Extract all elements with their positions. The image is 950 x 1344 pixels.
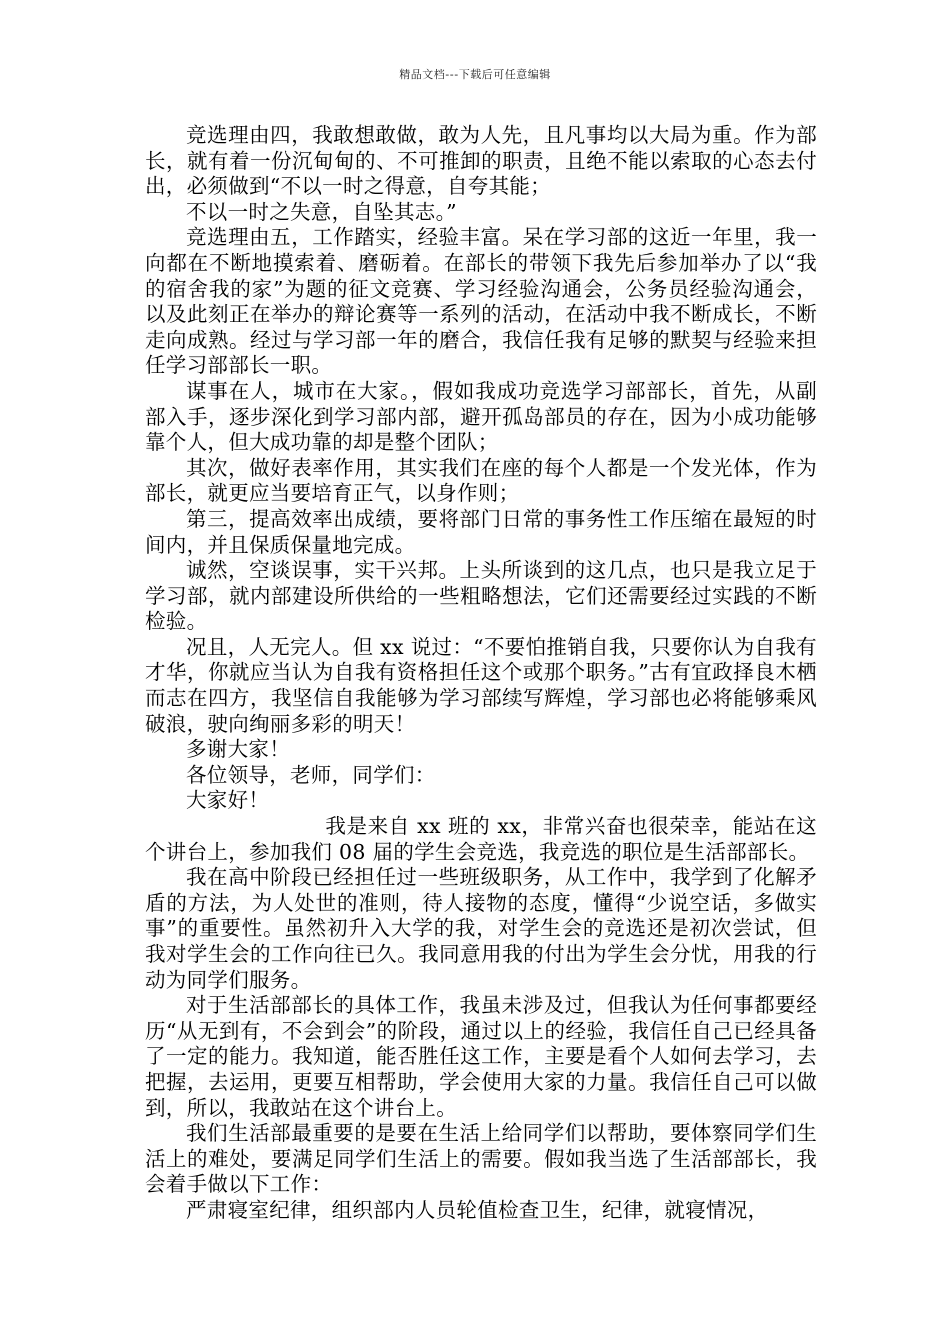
document-body: [145, 123, 817, 1224]
page-header: 精品文档---下载后可任意编辑: [399, 68, 551, 81]
paragraph: 况且，人无完人。但 xx 说过：“不要怕推销自我，只要你认为自我有才华，你就应当认为自我有资格担任这个或那个职务。”古有宜政择良木栖而志在四方，我坚信自我能够为学习部续写辉煌，学习部也必将能够乘风破浪，驶向绚丽多彩的明天！: [145, 634, 817, 736]
paragraph: 不以一时之失意，自坠其志。”: [186, 199, 457, 224]
paragraph: 各位领导，老师，同学们：: [186, 762, 436, 787]
paragraph: 竞选理由五，工作踏实，经验丰富。呆在学习部的这近一年里，我一向都在不断地摸索着、磨砺着。在部长的带领下我先后参加举办了以“我的宿舍我的家”为题的征文竞赛、学习经验沟通会，公务员经验沟通会，以及此刻正在举办的辩论赛等一系列的活动，在活动中我不断成长，不断走向成熟。经过与学习部一年的磨合，我信任我有足够的默契与经验来担任学习部部长一职。: [145, 225, 817, 378]
paragraph: 多谢大家！: [186, 737, 290, 762]
paragraph: 大家好！: [186, 788, 270, 813]
paragraph: 我在高中阶段已经担任过一些班级职务，从工作中，我学到了化解矛盾的方法，为人处世的准则，待人接物的态度，懂得“少说空话，多做实事”的重要性。虽然初升入大学的我，对学生会的竞选还是初次尝试，但我对学生会的工作向往已久。我同意用我的付出为学生会分忧，用我的行动为同学们服务。: [145, 865, 817, 992]
paragraph: 对于生活部部长的具体工作，我虽未涉及过，但我认为任何事都要经历“从无到有，不会到会”的阶段，通过以上的经验，我信任自己已经具备了一定的能力。我知道，能否胜任这工作，主要是看个人如何去学习，去把握，去运用，更要互相帮助，学会使用大家的力量。我信任自己可以做到，所以，我敢站在这个讲台上。: [145, 993, 817, 1120]
paragraph: 严肃寝室纪律，组织部内人员轮值检查卫生，纪律，就寝情况，: [186, 1197, 769, 1222]
paragraph: 竞选理由四，我敢想敢做，敢为人先，且凡事均以大局为重。作为部长，就有着一份沉甸甸的、不可推卸的职责，且绝不能以索取的心态去付出，必须做到“不以一时之得意，自夸其能；: [145, 123, 817, 199]
paragraph: 我是来自 xx 班的 xx，非常兴奋也很荣幸，能站在这个讲台上，参加我们 08 届的学生会竞选，我竞选的职位是生活部部长。: [145, 814, 817, 864]
paragraph: 其次，做好表率作用，其实我们在座的每个人都是一个发光体，作为部长，就更应当要培育正气，以身作则；: [145, 455, 817, 506]
paragraph: 第三，提高效率出成绩，要将部门日常的事务性工作压缩在最短的时间内，并且保质保量地完成。: [145, 506, 817, 557]
paragraph: 我们生活部最重要的是要在生活上给同学们以帮助，要体察同学们生活上的难处，要满足同学们生活上的需要。假如我当选了生活部部长，我会着手做以下工作：: [145, 1121, 817, 1197]
paragraph: 谋事在人，城市在大家。，假如我成功竞选学习部部长，首先，从副部入手，逐步深化到学习部内部，避开孤岛部员的存在，因为小成功能够靠个人，但大成功靠的却是整个团队；: [145, 378, 817, 455]
paragraph: 诚然，空谈误事，实干兴邦。上头所谈到的这几点，也只是我立足于学习部，就内部建设所供给的一些粗略想法，它们还需要经过实践的不断检验。: [145, 558, 817, 634]
